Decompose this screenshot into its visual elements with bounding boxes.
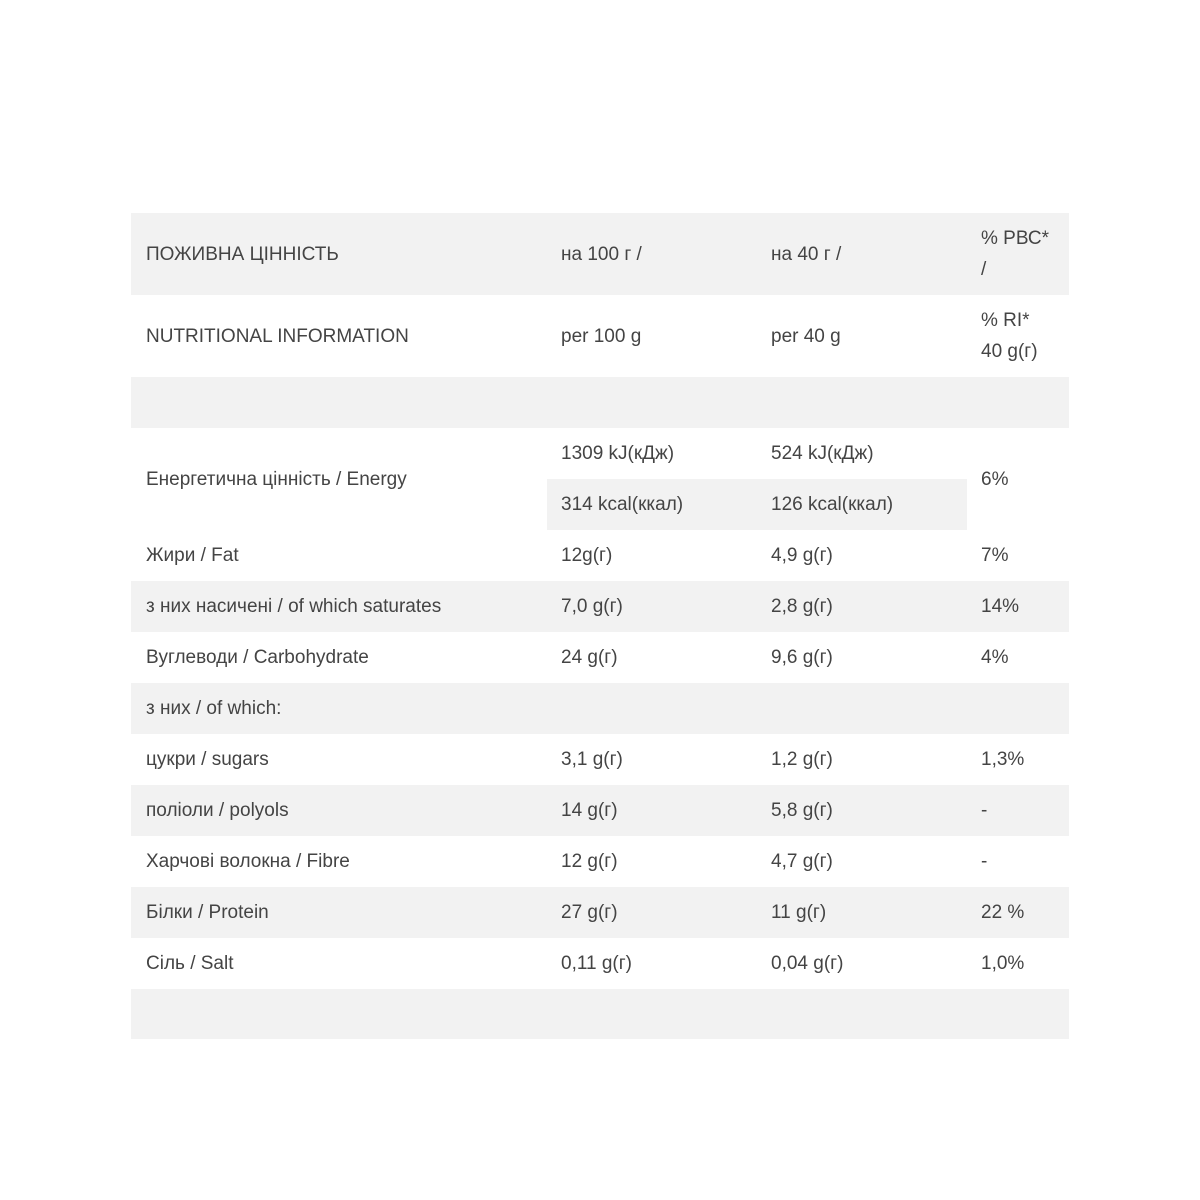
table-row [131, 887, 1069, 938]
nutrient-per-100: 0,11 g(г) [561, 953, 632, 974]
energy-kcal-subrow [547, 479, 967, 530]
table-row [131, 683, 1069, 734]
nutrient-per-100: 14 g(г) [561, 800, 618, 821]
table-row [131, 581, 1069, 632]
nutrient-ri: - [981, 851, 988, 872]
nutrient-ri: - [981, 800, 988, 821]
spacer-row [131, 377, 1069, 428]
nutrient-per-40: 9,6 g(г) [771, 647, 833, 668]
nutrient-label: Вуглеводи / Carbohydrate [146, 647, 369, 668]
nutrient-ri [981, 683, 1066, 734]
nutrient-label: цукри / sugars [146, 749, 269, 770]
header-ri [981, 213, 1066, 295]
nutrient-per-40: 2,8 g(г) [771, 596, 833, 617]
energy-kj-100: 1309 kJ(кДж) [561, 443, 675, 464]
header-ri-line2: / [981, 259, 987, 280]
nutrient-label: з них / of which: [146, 698, 282, 719]
header-row-english [131, 295, 1069, 377]
nutrient-per-100: 3,1 g(г) [561, 749, 623, 770]
nutrient-per-40: 5,8 g(г) [771, 800, 833, 821]
energy-label: Енергетична цінність / Energy [146, 468, 407, 490]
nutrient-per-100 [561, 683, 761, 734]
energy-ri: 6% [981, 468, 1009, 490]
header-per-100: per 100 g [561, 325, 642, 347]
table-row [131, 734, 1069, 785]
nutrient-per-40: 1,2 g(г) [771, 749, 833, 770]
header-ri-line2: 40 g(г) [981, 341, 1038, 362]
header-per-40: на 40 г / [771, 243, 842, 265]
spacer-row [131, 989, 1069, 1039]
nutrient-per-100: 12 g(г) [561, 851, 618, 872]
nutrient-label: Білки / Protein [146, 902, 269, 923]
header-per-100: на 100 г / [561, 243, 642, 265]
nutrient-per-40: 4,9 g(г) [771, 545, 833, 566]
nutrient-label: з них насичені / of which saturates [146, 596, 442, 617]
header-row-ukrainian [131, 213, 1069, 295]
header-ri-line1: % RI* [981, 310, 1030, 331]
nutrient-per-100: 24 g(г) [561, 647, 618, 668]
energy-kcal-100: 314 kcal(ккал) [561, 494, 684, 515]
table-row [131, 836, 1069, 887]
nutrient-ri: 22 % [981, 902, 1025, 923]
energy-kj-subrow [547, 428, 967, 479]
table-row [131, 632, 1069, 683]
table-row [131, 785, 1069, 836]
nutrient-label: поліоли / polyols [146, 800, 289, 821]
table-row [131, 938, 1069, 989]
nutrient-per-40: 11 g(г) [771, 902, 827, 923]
nutrient-per-40: 0,04 g(г) [771, 953, 844, 974]
energy-kcal-40: 126 kcal(ккал) [771, 494, 894, 515]
nutrient-label: Жири / Fat [146, 545, 239, 566]
nutrient-per-40 [771, 683, 971, 734]
nutrient-ri: 14% [981, 596, 1020, 617]
nutrient-ri: 4% [981, 647, 1009, 668]
nutrient-label: Харчові волокна / Fibre [146, 851, 350, 872]
table-row [131, 530, 1069, 581]
nutrient-per-100: 27 g(г) [561, 902, 618, 923]
nutrient-ri: 1,3% [981, 749, 1025, 770]
energy-row [131, 428, 1069, 530]
nutrient-ri: 1,0% [981, 953, 1025, 974]
nutrient-ri: 7% [981, 545, 1009, 566]
header-ri [981, 295, 1066, 377]
header-label: NUTRITIONAL INFORMATION [146, 325, 409, 347]
nutrient-per-100: 12g(г) [561, 545, 613, 566]
nutrient-label: Сіль / Salt [146, 953, 234, 974]
header-per-40: per 40 g [771, 325, 841, 347]
nutrition-table [131, 213, 1069, 1039]
nutrient-per-40: 4,7 g(г) [771, 851, 833, 872]
header-label: ПОЖИВНА ЦІННІСТЬ [146, 243, 339, 265]
nutrient-per-100: 7,0 g(г) [561, 596, 623, 617]
header-ri-line1: % РВС* [981, 228, 1050, 249]
energy-kj-40: 524 kJ(кДж) [771, 443, 874, 464]
